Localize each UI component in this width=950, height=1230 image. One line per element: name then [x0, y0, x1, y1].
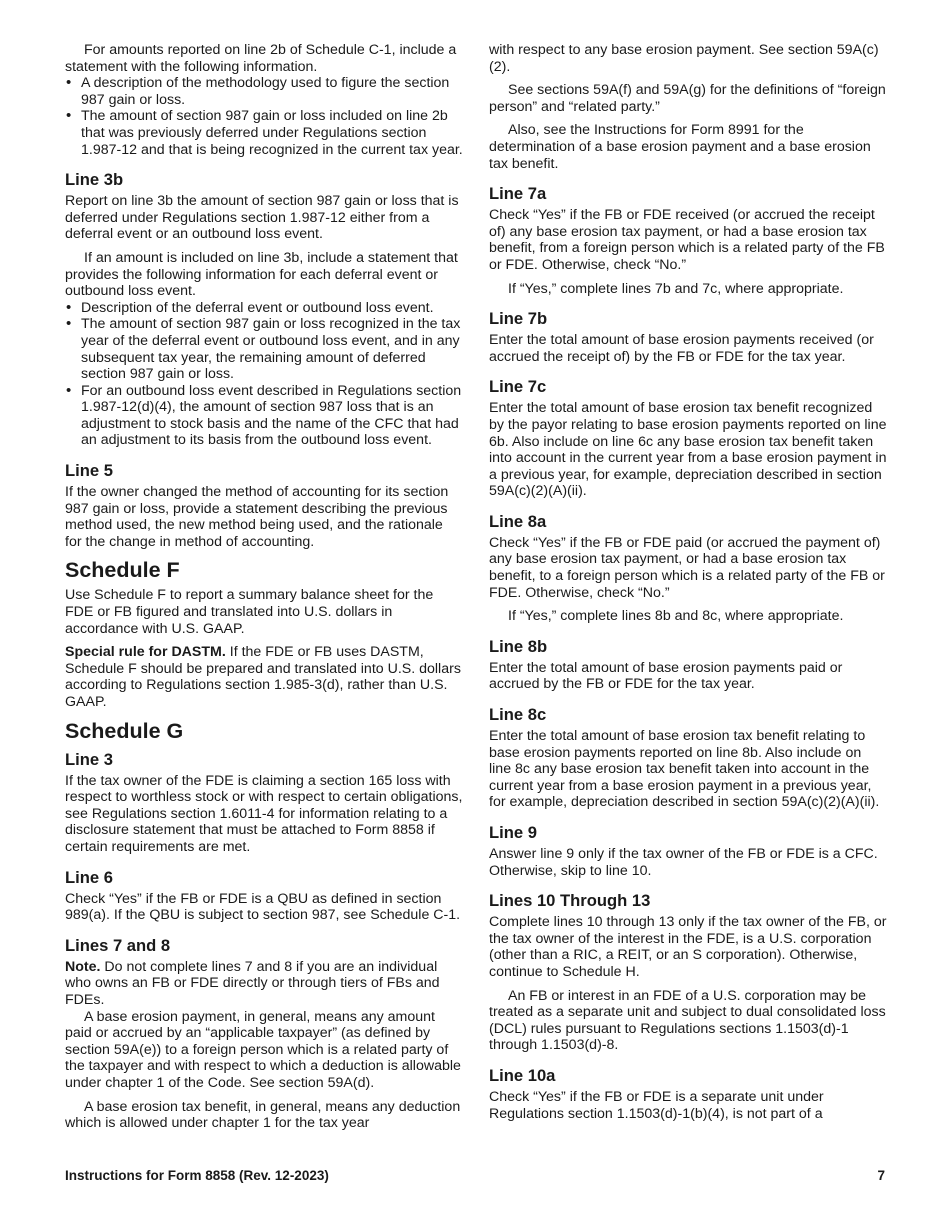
- heading-line-7c: Line 7c: [489, 377, 547, 397]
- paragraph: If “Yes,” complete lines 8b and 8c, where appropriate.: [508, 608, 844, 625]
- heading-line-8c: Line 8c: [489, 705, 547, 725]
- paragraph: If “Yes,” complete lines 7b and 7c, where appropriate.: [508, 280, 844, 297]
- paragraph: Enter the total amount of base erosion payments received (or accrued the receipt of) by the FB or FDE for the tax year.: [489, 332, 874, 365]
- page-number: 7: [877, 1168, 885, 1183]
- paragraph-dastm: [65, 644, 463, 710]
- heading-line-3b: Line 3b: [65, 170, 124, 190]
- right-column: [489, 42, 887, 1122]
- paragraph: with respect to any base erosion payment. See section 59A(c)(2).: [489, 42, 879, 75]
- bullet-item: • Description of the deferral event or outbound loss event.: [65, 300, 463, 317]
- paragraph: For amounts reported on line 2b of Schedule C-1, include a statement with the following information.: [65, 42, 457, 75]
- paragraph-text: If the FDE or FB uses DASTM, Schedule F should be prepared and translated into U.S. dollars according to Regulations section 1.985-3(d), rather than U.S. GAAP.: [65, 644, 461, 710]
- heading-line-7b: Line 7b: [489, 309, 548, 329]
- paragraph: Report on line 3b the amount of section 987 gain or loss that is deferred under Regulations section 1.987-12 either from a deferral event or an outbound loss event.: [65, 193, 459, 243]
- paragraph: Check “Yes” if the FB or FDE is a separate unit under Regulations section 1.1503(d)-1(b)(4), is not part of a: [489, 1088, 824, 1122]
- paragraph: Enter the total amount of base erosion payments paid or accrued by the FB or FDE for the tax year.: [489, 659, 843, 693]
- bullet-item: • A description of the methodology used to figure the section 987 gain or loss.: [65, 75, 463, 108]
- paragraph: A base erosion payment, in general, means any amount paid or accrued by an “applicable taxpayer” (as defined by section 59A(e)) to a foreign person which is a related party of the taxpayer and with respect to which a deduction is allowable under chapter 1 of the Code. See section 59A(d).: [65, 1008, 461, 1091]
- paragraph: Check “Yes” if the FB or FDE paid (or accrued the payment of) any base erosion tax payment, or had a base erosion tax benefit, to a foreign person which is a related party of the FB or FDE. Otherwise, check “No.”: [489, 534, 885, 601]
- paragraph: Check “Yes” if the FB or FDE is a QBU as defined in section 989(a). If the QBU is subject to section 987, see Schedule C-1.: [65, 890, 461, 924]
- heading-line-7a: Line 7a: [489, 184, 547, 204]
- bullet-item: • The amount of section 987 gain or loss recognized in the tax year of the deferral event or outbound loss event, and in any subsequent tax year, the remaining amount of deferred section 987 gain or loss.: [65, 316, 463, 382]
- paragraph: If an amount is included on line 3b, include a statement that provides the following information for each deferral event or outbound loss event.: [65, 249, 458, 300]
- paragraph: Complete lines 10 through 13 only if the tax owner of the FB, or the tax owner of the interest in the FDE, is a U.S. corporation (other than a RIC, a REIT, or an S corporation). Otherwise, continue to Schedule H.: [489, 914, 887, 980]
- paragraph: If the owner changed the method of accounting for its section 987 gain or loss, provide a statement describing the previous method used, the new method being used, and the rationale for the change in method of accounting.: [65, 484, 449, 550]
- heading-line-5: Line 5: [65, 461, 113, 481]
- paragraph: If the tax owner of the FDE is claiming a section 165 loss with respect to worthless stock or with respect to certain obligations, see Regulations section 1.6011-4 for information relating to a disclosure statement that must be attached to Form 8858 if certain requirements are met.: [65, 772, 463, 855]
- heading-line-8a: Line 8a: [489, 511, 547, 531]
- paragraph: Answer line 9 only if the tax owner of the FB or FDE is a CFC. Otherwise, skip to line 10.: [489, 846, 878, 879]
- paragraph: An FB or interest in an FDE of a U.S. corporation may be treated as a separate unit and subject to dual consolidated loss (DCL) rules pursuant to Regulations sections 1.1503(d)-1 through 1.1503(d)-8.: [489, 987, 886, 1054]
- heading-line-9: Line 9: [489, 823, 537, 842]
- heading-lines-7-and-8: Lines 7 and 8: [65, 935, 171, 955]
- paragraph: Also, see the Instructions for Form 8991 for the determination of a base erosion payment and a base erosion tax benefit.: [489, 122, 871, 172]
- heading-line-6: Line 6: [65, 867, 113, 887]
- bullet-item: • For an outbound loss event described in Regulations section 1.987-12(d)(4), the amount of section 987 loss that is an adjustment to stock basis and the name of the CFC that had an adjustment to its basis from the outbound loss event.: [65, 383, 463, 449]
- paragraph: Use Schedule F to report a summary balance sheet for the FDE or FB figured and translated into U.S. dollars in accordance with U.S. GAAP.: [65, 587, 434, 637]
- paragraph-text: Do not complete lines 7 and 8 if you are an individual who owns an FB or FDE directly or through tiers of FBs and FDEs.: [65, 958, 440, 1008]
- heading-schedule-f: Schedule F: [65, 558, 180, 583]
- run-in-heading: Note.: [65, 958, 101, 975]
- heading-line-8b: Line 8b: [489, 636, 548, 656]
- paragraph-note: [65, 959, 463, 1009]
- paragraph: See sections 59A(f) and 59A(g) for the definitions of “foreign person” and “related party.”: [489, 82, 886, 115]
- footer-form-title: Instructions for Form 8858 (Rev. 12-2023): [65, 1168, 329, 1183]
- heading-line-10a: Line 10a: [489, 1065, 556, 1085]
- paragraph: Enter the total amount of base erosion tax benefit recognized by the payor relating to base erosion payments reported on line 6b. Also include on line 6c any base erosion tax benefit taken into account in the current year from a base erosion payment in a previous year, for example, depreciation described in section 59A(c)(2)(A)(ii).: [489, 400, 887, 500]
- heading-schedule-g: Schedule G: [65, 718, 184, 743]
- paragraph: Enter the total amount of base erosion tax benefit relating to base erosion payments reported on line 8b. Also include on line 8c any base erosion tax benefit taken into account in the current year from a base erosion payment in a previous year, for example, depreciation described in section 59A(c)(2)(A)(ii).: [489, 728, 880, 811]
- left-column: [65, 42, 463, 1132]
- heading-lines-10-through-13: Lines 10 Through 13: [489, 891, 651, 911]
- heading-line-3: Line 3: [65, 749, 113, 769]
- run-in-heading: Special rule for DASTM.: [65, 644, 226, 661]
- bullet-item: • The amount of section 987 gain or loss included on line 2b that was previously deferred under Regulations section 1.987-12 and that is being recognized in the current tax year.: [65, 108, 463, 158]
- paragraph: A base erosion tax benefit, in general, means any deduction which is allowed under chapter 1 for the tax year: [65, 1098, 461, 1132]
- paragraph: Check “Yes” if the FB or FDE received (or accrued the receipt of) any base erosion tax payment, or had a base erosion tax benefit, from a foreign person which is a related party of the FB or FDE. Otherwise, check “No.”: [489, 207, 885, 273]
